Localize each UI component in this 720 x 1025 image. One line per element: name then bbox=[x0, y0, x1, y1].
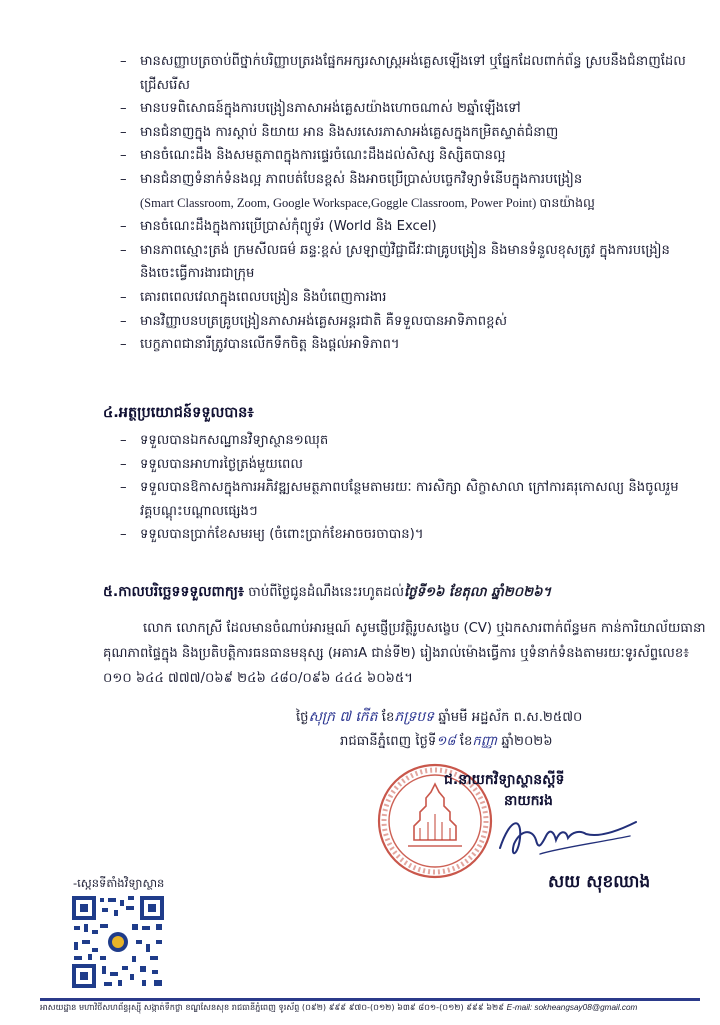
list-item bbox=[118, 523, 688, 547]
deputy-director-title: នាយករង bbox=[504, 793, 553, 809]
requirement-text: មានបទពិសោធន៍ក្នុងការបង្រៀនភាសាអង់គ្លេសយ៉ាងហោចណាស់ ២ឆ្នាំឡើងទៅ bbox=[140, 101, 521, 117]
list-item bbox=[118, 121, 688, 145]
list-item bbox=[118, 333, 688, 357]
section-5-title: ៥.កាលបរិច្ឆេទទទួលពាក្យ៖ bbox=[103, 584, 245, 600]
list-item bbox=[118, 476, 688, 523]
qr-caption: -ស្កេនទីតាំងវិទ្យាស្ថាន bbox=[73, 876, 165, 890]
handwritten-signature-icon bbox=[480, 808, 640, 866]
application-deadline bbox=[103, 582, 703, 603]
requirement-text: មានជំនាញទំនាក់ទំនងល្អ ភាពបត់បែនខ្ពស់ និងអាចប្រើប្រាស់បច្ចេកវិទ្យាទំនើបក្នុងការបង្រៀន bbox=[140, 171, 583, 187]
deadline-date: ថ្ងៃទី១៦ ខែតុលា ឆ្នាំ២០២៦។ bbox=[404, 585, 552, 600]
list-item bbox=[118, 429, 688, 453]
requirement-text: មានជំនាញក្នុង ការស្តាប់ និយាយ អាន និងសរសេរភាសាអង់គ្លេសក្នុងកម្រិតស្ទាត់ជំនាញ bbox=[140, 124, 559, 140]
footer-rule bbox=[40, 998, 700, 1001]
solar-handwritten-month: កញ្ញា bbox=[472, 734, 498, 749]
benefit-text: ទទួលបានឯកសណ្ឋានវិទ្យាស្ថាន១ឈុត bbox=[140, 433, 329, 448]
list-item bbox=[118, 215, 688, 239]
deadline-text: ចាប់ពីថ្ងៃជូនដំណឹងនេះរហូតដល់ bbox=[244, 585, 405, 600]
requirement-text: មានសញ្ញាបត្រចាប់ពីថ្នាក់បរិញ្ញាបត្ររងផ្នែកអក្សរសាស្ត្រអង់គ្លេសឡើងទៅ ឬផ្នែកដែលពាក់ព័ន្ធ ស្របនឹងជំនាញដែលជ្រើសរើស bbox=[140, 54, 686, 93]
benefit-text: ទទួលបានអាហារថ្ងៃត្រង់មួយពេល bbox=[140, 456, 303, 472]
solar-year: ឆ្នាំ២០២៦ bbox=[497, 734, 553, 749]
section-4-title: ៤.អត្ថប្រយោជន៍ទទួលបាន៖ bbox=[103, 405, 254, 421]
footer-address: អាសយដ្ឋាន មហាវិថីសហព័ន្ធរុស្ស៊ី សង្កាត់ទឹកថ្លា ខណ្ឌសែនសុខ រាជធានីភ្នំពេញ ទូរស័ព្ទ (០៩២) ៩៩៩ ៩៧០-(០១២) ៦៣៩ ៨០១-(០១២) ៩៩៩ ៦២៩ bbox=[40, 1002, 505, 1012]
lunar-date-line bbox=[296, 707, 706, 728]
footer bbox=[40, 1002, 700, 1015]
list-item bbox=[118, 50, 688, 97]
list-item bbox=[118, 453, 688, 477]
requirement-text: បេក្ខភាពជានារីត្រូវបានលើកទឹកចិត្ត និងផ្តល់អាទិភាព។ bbox=[140, 337, 400, 353]
solar-month-label: ខែ bbox=[455, 734, 473, 749]
lunar-month-label: ខែ bbox=[377, 710, 395, 725]
lunar-prefix: ថ្ងៃ bbox=[296, 710, 309, 725]
benefits-list bbox=[118, 429, 688, 547]
solar-date-line bbox=[340, 733, 710, 752]
benefit-text: ទទួលបានឱកាសក្នុងការអភិវឌ្ឍសមត្ថភាពបន្ថែមតាមរយៈ ការសិក្សា សិក្ខាសាលា ក្រៅការគរុកោសល្យ និងចូលរួមវគ្គបណ្តុះបណ្តាលផ្សេងៗ bbox=[140, 480, 679, 519]
requirement-text: គោរពពេលវេលាក្នុងពេលបង្រៀន និងបំពេញការងារ bbox=[140, 289, 387, 305]
solar-handwritten-day: ១៨ bbox=[436, 734, 456, 749]
tech-tools-line: (Smart Classroom, Zoom, Google Workspace,Goggle Classroom, Power Point) បានយ៉ាងល្អ bbox=[140, 195, 595, 210]
list-item bbox=[118, 310, 688, 334]
lunar-handwritten-month: ភទ្របទ bbox=[394, 709, 435, 725]
acting-director-title: ជ.នាយកវិទ្យាស្ថានស្តីទី bbox=[444, 772, 565, 788]
list-item bbox=[118, 97, 688, 121]
requirement-text: មានវិញ្ញាបនបត្រគ្រូបង្រៀនភាសាអង់គ្លេសអន្តរជាតិ គឺទទួលបានអាទិភាពខ្ពស់ bbox=[140, 313, 508, 329]
footer-email[interactable]: E-mail: sokheangsay08@gmail.com bbox=[506, 1003, 638, 1012]
requirement-text: មានចំណេះដឹងក្នុងការប្រើប្រាស់កុំព្យូទ័រ (World និង Excel) bbox=[140, 219, 437, 235]
signature-title-block bbox=[444, 770, 714, 812]
list-item bbox=[118, 239, 688, 286]
location-qr-code[interactable] bbox=[70, 894, 166, 990]
list-item bbox=[118, 286, 688, 310]
lunar-year: ឆ្នាំមមី អដ្ឋស័ក ព.ស.២៥៧០ bbox=[434, 710, 583, 725]
solar-prefix: រាជធានីភ្នំពេញ ថ្ងៃទី bbox=[340, 734, 437, 749]
requirements-list bbox=[118, 50, 688, 357]
list-item bbox=[118, 144, 688, 168]
list-item bbox=[118, 168, 688, 215]
signer-name: សយ សុខឈាង bbox=[548, 872, 651, 892]
lunar-handwritten-day: សុក្រ ៧ កើត bbox=[308, 709, 378, 725]
requirement-text: មានភាពស្មោះត្រង់ ក្រមសីលធម៌ ឆន្ទៈខ្ពស់ ស្រឡាញ់វិជ្ជាជីវៈជាគ្រូបង្រៀន និងមានទំនួលខុសត្រូវ ក្នុងការបង្រៀន និងចេះធ្វើការងារជាក្រុម bbox=[140, 242, 670, 282]
application-instructions: លោក លោកស្រី ដែលមានចំណាប់អារម្មណ៍ សូមផ្ញើប្រវត្តិរូបសង្ខេប (CV) ឬឯកសារពាក់ព័ន្ធមក កាន់ការិយាល័យធានាគុណភាពផ្ទៃក្នុង និងប្រតិបត្តិការធនធានមនុស្ស (អគារA ជាន់ទី២) រៀងរាល់ម៉ោងធ្វើការ ឬទំនាក់ទំនងតាមរយៈទូរស័ព្ទលេខ៖ ០១០ ៦៤៤ ៧៧៧/០៦៩ ២៤៦ ៤៨០/០៩៦ ៤៤៤ ៦០៦៥។ bbox=[103, 621, 706, 686]
requirement-text: មានចំណេះដឹង និងសមត្ថភាពក្នុងការផ្ទេរចំណេះដឹងដល់សិស្ស និស្សិតបានល្អ bbox=[140, 148, 506, 164]
benefit-text: ទទួលបានប្រាក់ខែសមរម្យ (ចំពោះប្រាក់ខែអាចចរចាបាន)។ bbox=[140, 527, 424, 543]
